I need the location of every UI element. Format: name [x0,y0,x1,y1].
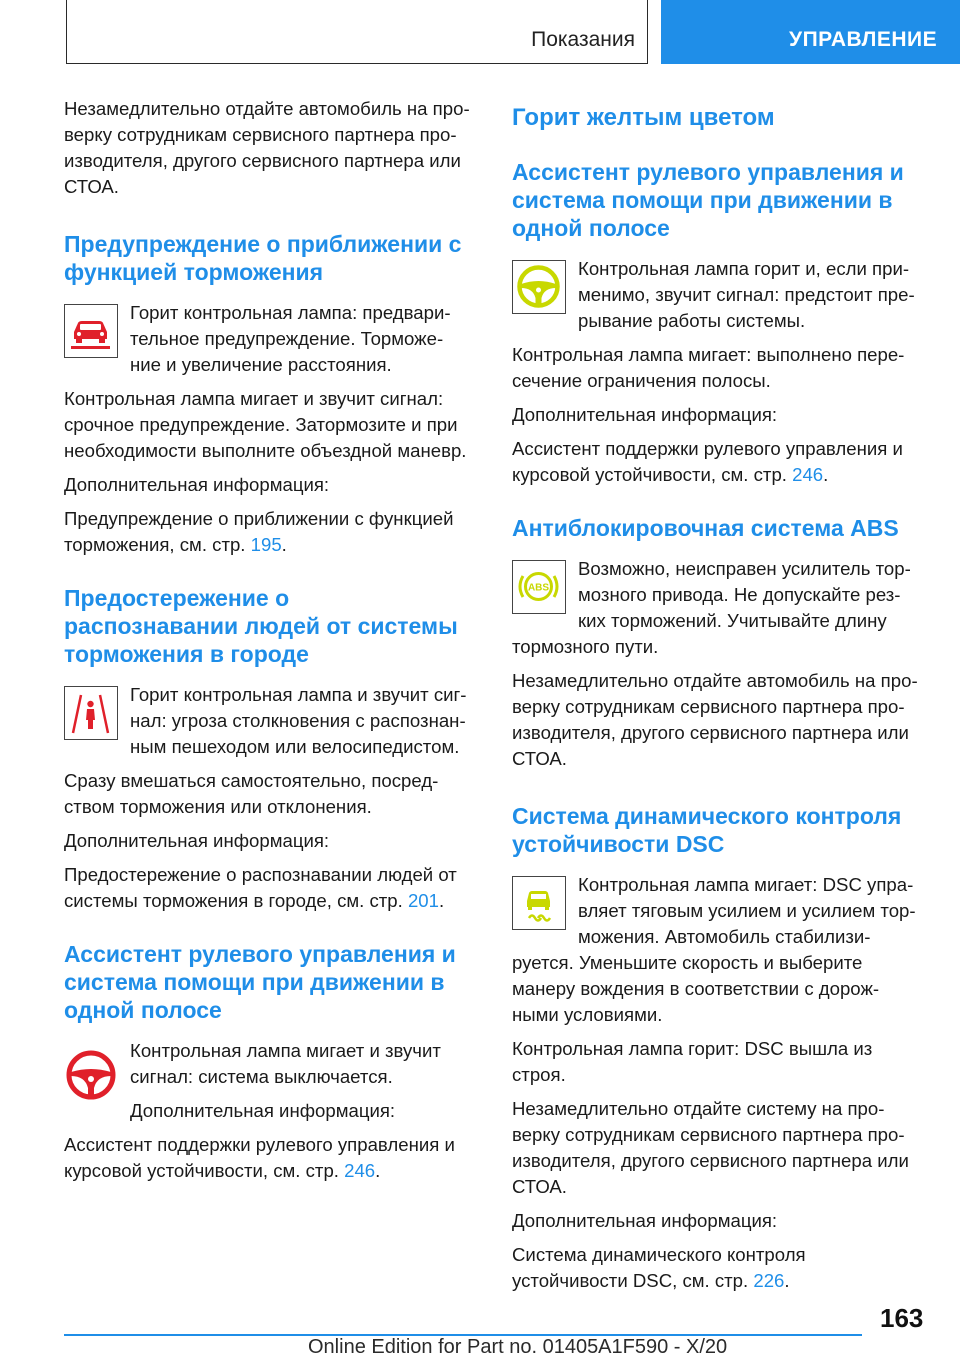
pedestrian-warning-icon [64,686,118,740]
pedestrian-warning-block [64,682,476,760]
dsc-icon [512,876,566,930]
dsc-p2: Незамедлительно отдайте систему на про- верку сотрудникам сервисного партнера про- изводителя, другого сервисного партнера или СТОА. [512,1098,909,1197]
section-title-dsc: Система динамического контроля устойчивости DSC [512,803,902,857]
page-link-195[interactable]: 195 [250,534,282,555]
intro-paragraph: Незамедлительно отдайте автомобиль на про- верку сотрудникам сервисного партнера про- изводителя, другого сервисного партнера или СТОА. [64,98,470,197]
abs-icon-label: ABS [527,582,550,594]
section-title-collision-warning: Предупреждение о приближении с функцией торможения [64,231,462,285]
pedestrian-warning-p1: Сразу вмешаться самостоятельно, посред- ством торможения или отклонения. [64,770,439,817]
header-chapter-tab[interactable] [661,0,960,64]
pedestrian-warning-p3: Предостережение о распознавании людей от системы торможения в городе, см. стр. 201. [64,864,457,911]
section-title-steering-assist-yellow: Ассистент рулевого управления и система помощи при движении в одной полосе [512,159,904,241]
page-number: 163 [880,1303,924,1333]
pedestrian-warning-p2: Дополнительная информация: [64,830,330,851]
abs-p1: Незамедлительно отдайте автомобиль на про- верку сотрудникам сервисного партнера про- изводителя, другого сервисного партнера или СТОА. [512,670,918,769]
car-warning-icon [64,304,118,358]
collision-warning-block [64,300,476,378]
steering-assist-yellow-icon-text: Контрольная лампа горит и, если при- менимо, звучит сигнал: предстоит пре- рывание работы системы. [578,258,915,331]
right-column [512,96,924,1302]
steering-assist-yellow-p1: Контрольная лампа мигает: выполнено пере- сечение ограничения полосы. [512,344,905,391]
steering-wheel-red-icon [64,1048,118,1102]
steering-assist-yellow-p2: Дополнительная информация: [512,404,778,425]
page-link-246-left[interactable]: 246 [344,1160,376,1181]
page-link-226[interactable]: 226 [753,1270,785,1291]
left-column [64,96,476,1192]
pedestrian-warning-icon-text: Горит контрольная лампа и звучит сиг- нал: угроза столкновения с распознан- ным пешеходом или велосипедистом. [130,684,467,757]
dsc-icon-text-tail: руется. Уменьшите скорость и выберите манеру вождения в соответствии с дорож- ными условиями. [512,952,880,1025]
collision-warning-p2: Дополнительная информация: [64,474,330,495]
header-section-box [66,0,648,64]
steering-assist-red-icon-text2: Дополнительная информация: [130,1100,396,1121]
page-link-246-right[interactable]: 246 [792,464,824,485]
steering-assist-red-icon-text: Контрольная лампа мигает и звучит сигнал: система выключается. [130,1040,441,1087]
heading-yellow: Горит желтым цветом [512,104,775,131]
header-chapter-title: УПРАВЛЕНИЕ [789,28,938,51]
steering-assist-yellow-block [512,256,924,334]
collision-warning-icon-text: Горит контрольная лампа: предвари- тельное предупреждение. Торможе- ние и увеличение расстояния. [130,302,451,375]
steering-assist-red-block [64,1038,476,1124]
section-title-steering-assist-red: Ассистент рулевого управления и система помощи при движении в одной полосе [64,941,456,1023]
dsc-block [512,872,924,950]
section-title-pedestrian-warning: Предостережение о распознавании людей от системы торможения в городе [64,585,458,667]
section-title-abs: Антиблокировочная система ABS [512,515,899,541]
collision-warning-p3: Предупреждение о приближении с функцией торможения, см. стр. 195. [64,508,454,555]
abs-icon-text: Возможно, неисправен усилитель тор- мозного привода. Не допускайте рез- ких торможений. Учитывайте длину [578,558,911,631]
steering-assist-yellow-p3: Ассистент поддержки рулевого управления и курсовой устойчивости, см. стр. 246. [512,438,903,485]
steering-wheel-yellow-icon [512,260,566,314]
abs-icon [512,560,566,614]
abs-block [512,556,924,634]
dsc-icon-text: Контрольная лампа мигает: DSC упра- вляет тяговым усилием и усилием тор- можения. Автомобиль стабилизи- [578,874,916,947]
abs-icon-text-tail: тормозного пути. [512,636,659,657]
dsc-p4: Система динамического контроля устойчивости DSC, см. стр. 226. [512,1244,806,1291]
dsc-p1: Контрольная лампа горит: DSC вышла из строя. [512,1038,873,1085]
collision-warning-p1: Контрольная лампа мигает и звучит сигнал: срочное предупреждение. Затормозите и при необходимости выполните объездной маневр. [64,388,467,461]
dsc-p3: Дополнительная информация: [512,1210,778,1231]
footer-edition: Online Edition for Part no. 01405A1F590 - X/20 [308,1336,728,1358]
header-section-title: Показания [531,28,635,51]
steering-assist-red-p1: Ассистент поддержки рулевого управления и курсовой устойчивости, см. стр. 246. [64,1134,455,1181]
page-link-201[interactable]: 201 [407,890,439,911]
